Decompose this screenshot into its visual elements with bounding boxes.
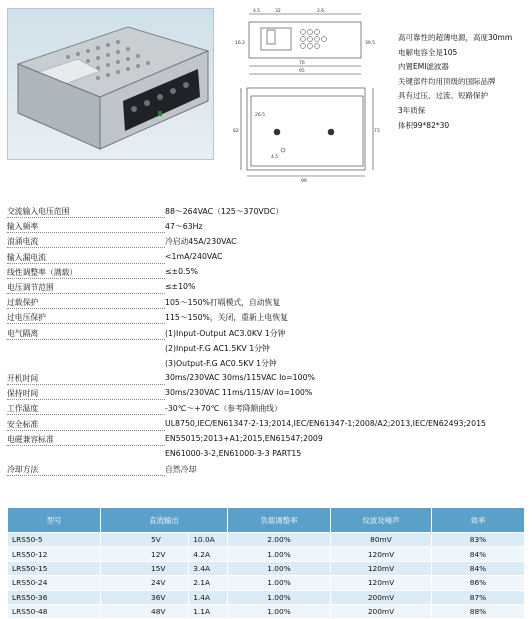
table-row — [8, 533, 525, 547]
cell-current: 3.4A — [189, 561, 228, 575]
header-ripple-noise: 纹波及噪声 — [331, 508, 432, 533]
cell-current: 1.4A — [189, 590, 228, 604]
spec-value: -30℃～+70℃（参考降额曲线） — [165, 404, 282, 414]
cell-load-regulation: 1.00% — [228, 547, 331, 561]
cell-efficiency: 87% — [432, 590, 525, 604]
spec-label: 线性调整率（满载） — [7, 267, 165, 279]
model-table — [7, 507, 525, 619]
cell-current: 4.2A — [189, 547, 228, 561]
spec-value: ≤±0.5% — [165, 266, 198, 276]
spec-row — [7, 206, 527, 221]
cell-ripple: 80mV — [331, 533, 432, 547]
spec-list — [7, 206, 527, 479]
feature-item: 3年质保 — [398, 105, 426, 115]
cell-current: 10.0A — [189, 533, 228, 547]
spec-label: 浪涌电流 — [7, 236, 165, 248]
spec-value: EN61000-3-2,EN61000-3-3 PART15 — [165, 449, 302, 458]
dim-label: 39.5 — [365, 41, 376, 46]
spec-row — [7, 236, 527, 251]
cell-model: LRS50-48 — [8, 604, 101, 618]
spec-label: 交流输入电压范围 — [7, 206, 165, 218]
cell-model: LRS50-12 — [8, 547, 101, 561]
spec-row — [7, 373, 527, 388]
cell-ripple: 120mV — [331, 547, 432, 561]
dim-label: 26.5 — [255, 113, 266, 118]
spec-row — [7, 388, 527, 403]
table-row — [8, 590, 525, 604]
cell-ripple: 200mV — [331, 604, 432, 618]
spec-value: EN55015;2013+A1;2015,EN61547;2009 — [165, 433, 323, 443]
dim-label: 32 — [275, 9, 281, 14]
spec-label: 工作温度 — [7, 403, 165, 415]
dim-label: 4.5 — [253, 9, 261, 14]
cell-efficiency: 88% — [432, 604, 525, 618]
dimension-diagram — [231, 4, 383, 184]
dim-label: 4.5 — [271, 155, 279, 160]
spec-row — [7, 312, 527, 327]
spec-row — [7, 464, 527, 479]
cell-load-regulation: 1.00% — [228, 590, 331, 604]
feature-item: 体积99*82*30 — [398, 120, 450, 130]
spec-row — [7, 221, 527, 236]
spec-value: 冷启动45A/230VAC — [165, 237, 237, 247]
spec-row — [7, 434, 527, 449]
dim-label: 95 — [299, 69, 305, 74]
cell-load-regulation: 1.00% — [228, 604, 331, 618]
spec-value: (3)Output-F.G AC0.5KV 1分钟 — [165, 358, 277, 368]
dim-label: 82 — [233, 129, 239, 134]
feature-item: 高可靠性的超薄电源，高度30mm — [398, 33, 513, 42]
spec-label: 安全标准 — [7, 419, 165, 431]
dim-label: 73 — [374, 129, 380, 134]
product-photo — [7, 8, 214, 160]
spec-row — [7, 282, 527, 297]
cell-ripple: 120mV — [331, 561, 432, 575]
cell-efficiency: 84% — [432, 547, 525, 561]
cell-voltage: 36V — [101, 590, 189, 604]
spec-value: 47～63Hz — [165, 222, 203, 232]
feature-item: 关键部件均用顶级的国际品牌 — [398, 76, 496, 86]
spec-label: 电气隔离 — [7, 328, 165, 340]
cell-model: LRS50-24 — [8, 576, 101, 590]
cell-model: LRS50-15 — [8, 561, 101, 575]
cell-voltage: 48V — [101, 604, 189, 618]
cell-voltage: 24V — [101, 576, 189, 590]
spec-row — [7, 358, 527, 373]
spec-label: 电磁兼容标准 — [7, 434, 165, 446]
spec-label: 输入漏电流 — [7, 252, 165, 264]
cell-voltage: 12V — [101, 547, 189, 561]
spec-label: 电压调节范围 — [7, 282, 165, 294]
table-row — [8, 604, 525, 618]
cell-load-regulation: 1.00% — [228, 576, 331, 590]
spec-row — [7, 403, 527, 418]
spec-label: 开机时间 — [7, 373, 165, 385]
cell-model: LRS50-5 — [8, 533, 101, 547]
table-row — [8, 547, 525, 561]
spec-label: 输入频率 — [7, 221, 165, 233]
cell-load-regulation: 1.00% — [228, 561, 331, 575]
header-model: 型号 — [8, 508, 101, 533]
spec-value: <1mA/240VAC — [165, 251, 223, 261]
spec-row — [7, 343, 527, 358]
spec-row — [7, 449, 527, 464]
cell-current: 2.1A — [189, 576, 228, 590]
spec-row — [7, 419, 527, 434]
dim-label: 99 — [301, 179, 307, 184]
feature-list — [398, 31, 528, 133]
spec-value: 115～150%，关闭，重新上电恢复 — [165, 313, 288, 323]
table-header-row — [8, 508, 525, 533]
spec-label: 过载保护 — [7, 297, 165, 309]
spec-label: 过电压保护 — [7, 312, 165, 324]
cell-current: 1.1A — [189, 604, 228, 618]
spec-value: (2)Input-F.G AC1.5KV 1分钟 — [165, 343, 270, 353]
spec-value: 30ms/230VAC 30ms/115VAC Io=100% — [165, 373, 315, 383]
spec-value: (1)Input-Output AC3.0KV 1分钟 — [165, 328, 286, 338]
table-row — [8, 576, 525, 590]
cell-ripple: 200mV — [331, 590, 432, 604]
spec-value: ≤±10% — [165, 281, 196, 291]
cell-voltage: 5V — [101, 533, 189, 547]
header-dc-output: 直流输出 — [101, 508, 228, 533]
spec-row — [7, 328, 527, 343]
spec-row — [7, 267, 527, 282]
spec-value: 105～150%打嗝模式，自动恢复 — [165, 298, 281, 308]
cell-ripple: 120mV — [331, 576, 432, 590]
feature-item: 具有过压、过流、短路保护 — [398, 91, 488, 101]
cell-efficiency: 86% — [432, 576, 525, 590]
header-load-regulation: 负载调整率 — [228, 508, 331, 533]
cell-efficiency: 83% — [432, 533, 525, 547]
spec-value: 88～264VAC（125～370VDC） — [165, 207, 284, 216]
feature-item: 电解电容全是105 — [398, 47, 458, 57]
mechanical-drawing — [231, 4, 383, 184]
cell-voltage: 15V — [101, 561, 189, 575]
dim-label: 76 — [299, 61, 305, 66]
table-row — [8, 561, 525, 575]
header-efficiency: 效率 — [432, 508, 525, 533]
spec-value: UL8750,IEC/EN61347-2-13;2014,IEC/EN61347-1;2008/A2;2013,IEC/EN62493;2015 — [165, 418, 486, 428]
spec-value: 30ms/230VAC 11ms/115/AV Io=100% — [165, 388, 313, 398]
spec-label: 保持时间 — [7, 388, 165, 400]
dim-label: 16.2 — [235, 41, 246, 46]
spec-row — [7, 252, 527, 267]
spec-label: 冷却方法 — [7, 464, 165, 476]
cell-efficiency: 84% — [432, 561, 525, 575]
cell-load-regulation: 2.00% — [228, 533, 331, 547]
feature-item: 内置EMI滤波器 — [398, 62, 449, 72]
cell-model: LRS50-36 — [8, 590, 101, 604]
spec-row — [7, 297, 527, 312]
dim-label: 2.6 — [317, 9, 325, 14]
power-supply-image — [8, 9, 213, 159]
spec-value: 自然冷却 — [165, 465, 197, 475]
